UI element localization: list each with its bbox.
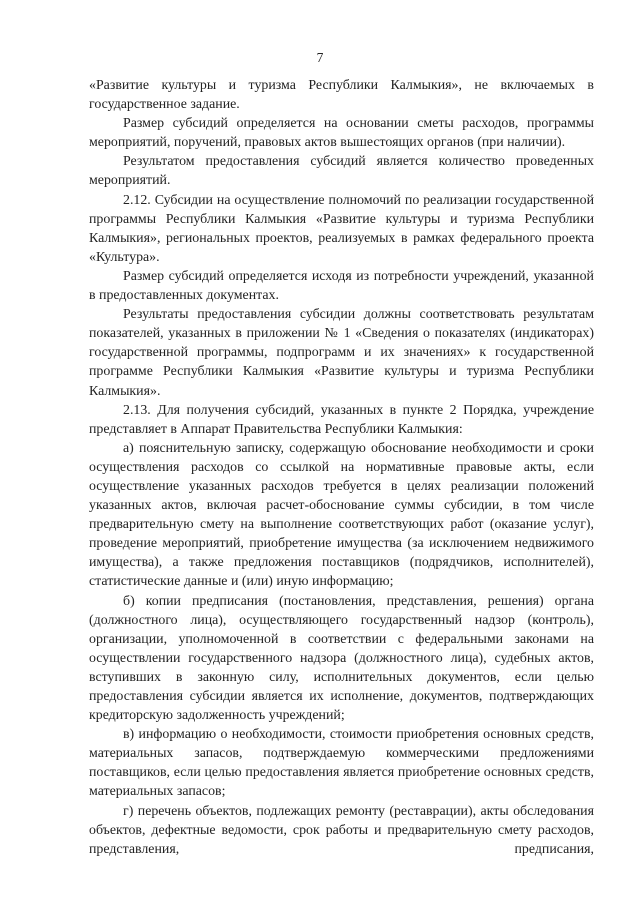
document-body (89, 76, 594, 859)
paragraph-2-12: 2.12. Субсидии на осуществление полномочий по реализации государственной программы Республики Калмыкия «Развитие культуры и туризма Республики Калмыкия», региональных проектов, реализуемых в рамках федерального проекта «Культура». (89, 192, 594, 265)
paragraph-results-indicators: Результаты предоставления субсидии должны соответствовать результатам показателей, указанных в приложении № 1 «Сведения о показателях (индикаторах) государственной программы, подпрограмм и их значениях» к государственной программе Республики Калмыкия «Развитие культуры и туризма Республики Калмыкия». (89, 307, 594, 399)
list-item-a: а) пояснительную записку, содержащую обоснование необходимости и сроки осуществления расходов со ссылкой на нормативные правовые акты, если осуществление указанных расходов требуется в целях реализации положений указанных актов, включая расчет-обоснование суммы субсидии, в том числе предварительную смету на выполнение соответствующих работ (оказание услуг), проведение мероприятий, приобретение имущества (за исключением недвижимого имущества), а также предложения поставщиков (подрядчиков, исполнителей), статистические данные и (или) иную информацию; (89, 440, 594, 590)
paragraph-subsidy-size: Размер субсидий определяется на основании сметы расходов, программы мероприятий, поручений, правовых актов вышестоящих органов (при наличии). (89, 116, 594, 151)
page-number: 7 (316, 50, 324, 65)
list-item-v: в) информацию о необходимости, стоимости приобретения основных средств, материальных запасов, подтверждаемую коммерческими предложениями поставщиков, если целью предоставления является приобретение основных средств, материальных запасов; (89, 727, 594, 800)
paragraph-subsidy-size-needs: Размер субсидий определяется исходя из потребности учреждений, указанной в предоставленных документах. (89, 268, 594, 304)
list-item-b: б) копии предписания (постановления, представления, решения) органа (должностного лица), осуществляющего государственный надзор (контроль), организации, уполномоченной в соответствии с федеральными законами на осуществлении государственного надзора (должностного лица), судебных актов, вступивших в законную силу, исполнительных документов, если целью предоставления субсидии является их исполнение, документов, подтверждающих кредиторскую задолженность учреждений; (89, 593, 594, 724)
paragraph-subsidy-result: Результатом предоставления субсидий является количество проведенных мероприятий. (89, 154, 594, 189)
list-item-g: г) перечень объектов, подлежащих ремонту (реставрации), акты обследования объектов, дефектные ведомости, срок работы и предварительную смету расходов, представления, предписания, (89, 803, 594, 857)
paragraph-continuation: «Развитие культуры и туризма Республики Калмыкия», не включаемых в государственное задание. (89, 78, 594, 113)
paragraph-2-13: 2.13. Для получения субсидий, указанных в пункте 2 Порядка, учреждение представляет в Аппарат Правительства Республики Калмыкия: (89, 402, 594, 437)
